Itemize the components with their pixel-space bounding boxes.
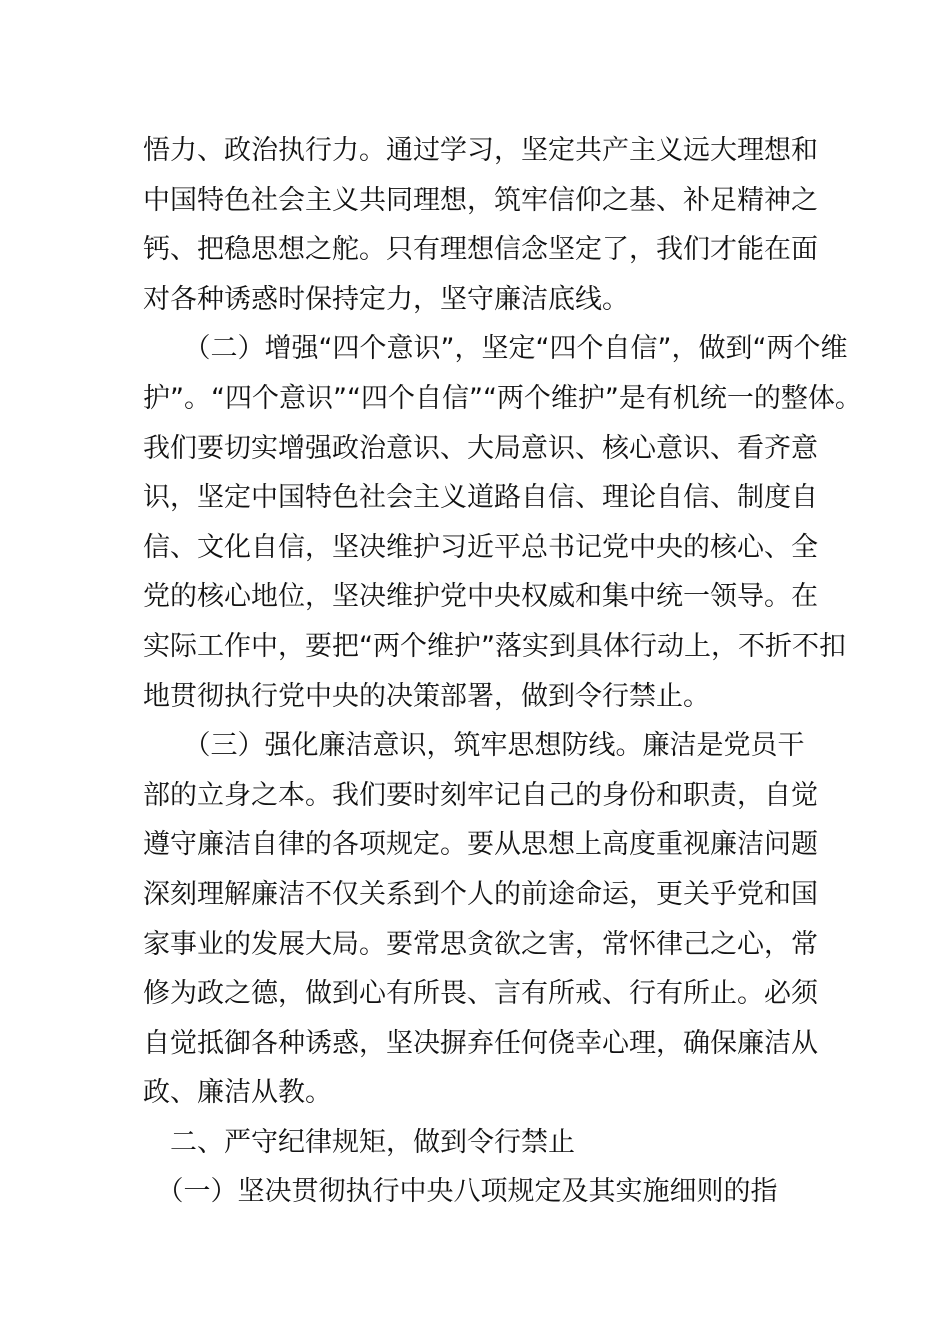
text-line: 家事业的发展大局。要常思贪欲之害，常怀律己之心，常 [143, 928, 818, 960]
text-line: 部的立身之本。我们要时刻牢记自己的身份和职责，自觉 [143, 779, 818, 811]
text-line: 钙、把稳思想之舵。只有理想信念坚定了，我们才能在面 [143, 234, 818, 266]
text-line: 遵守廉洁自律的各项规定。要从思想上高度重视廉洁问题 [143, 829, 818, 861]
text-line: 中国特色社会主义共同理想，筑牢信仰之基、补足精神之 [143, 184, 818, 216]
text-line: 实际工作中，要把“两个维护”落实到具体行动上，不折不扣 [143, 630, 846, 662]
text-line: 党的核心地位，坚决维护党中央权威和集中统一领导。在 [143, 581, 818, 613]
text-line: 政、廉洁从教。 [143, 1077, 332, 1109]
text-line: 自觉抵御各种诱惑，坚决摒弃任何侥幸心理，确保廉洁从 [143, 1027, 818, 1059]
text-line: 信、文化自信，坚决维护习近平总书记党中央的核心、全 [143, 531, 818, 563]
text-line: 我们要切实增强政治意识、大局意识、核心意识、看齐意 [143, 432, 818, 464]
text-line: 对各种诱惑时保持定力，坚守廉洁底线。 [143, 283, 629, 315]
text-line: 悟力、政治执行力。通过学习，坚定共产主义远大理想和 [143, 135, 818, 166]
text-line: （一）坚决贯彻执行中央八项规定及其实施细则的指 [143, 1176, 778, 1208]
section-heading: 二、严守纪律规矩，做到令行禁止 [143, 1126, 575, 1158]
text-line: （三）强化廉洁意识，筑牢思想防线。廉洁是党员干 [143, 730, 805, 762]
text-line: 地贯彻执行党中央的决策部署，做到令行禁止。 [143, 680, 710, 712]
text-line: 修为政之德，做到心有所畏、言有所戒、行有所止。必须 [143, 978, 818, 1010]
text-line: 深刻理解廉洁不仅关系到个人的前途命运，更关乎党和国 [143, 878, 818, 910]
text-line: 护”。“四个意识”“四个自信”“两个维护”是有机统一的整体。 [143, 382, 862, 414]
document-body [143, 126, 862, 1217]
text-line: 识，坚定中国特色社会主义道路自信、理论自信、制度自 [143, 482, 818, 514]
text-line: （二）增强“四个意识”，坚定“四个自信”，做到“两个维 [143, 333, 848, 365]
